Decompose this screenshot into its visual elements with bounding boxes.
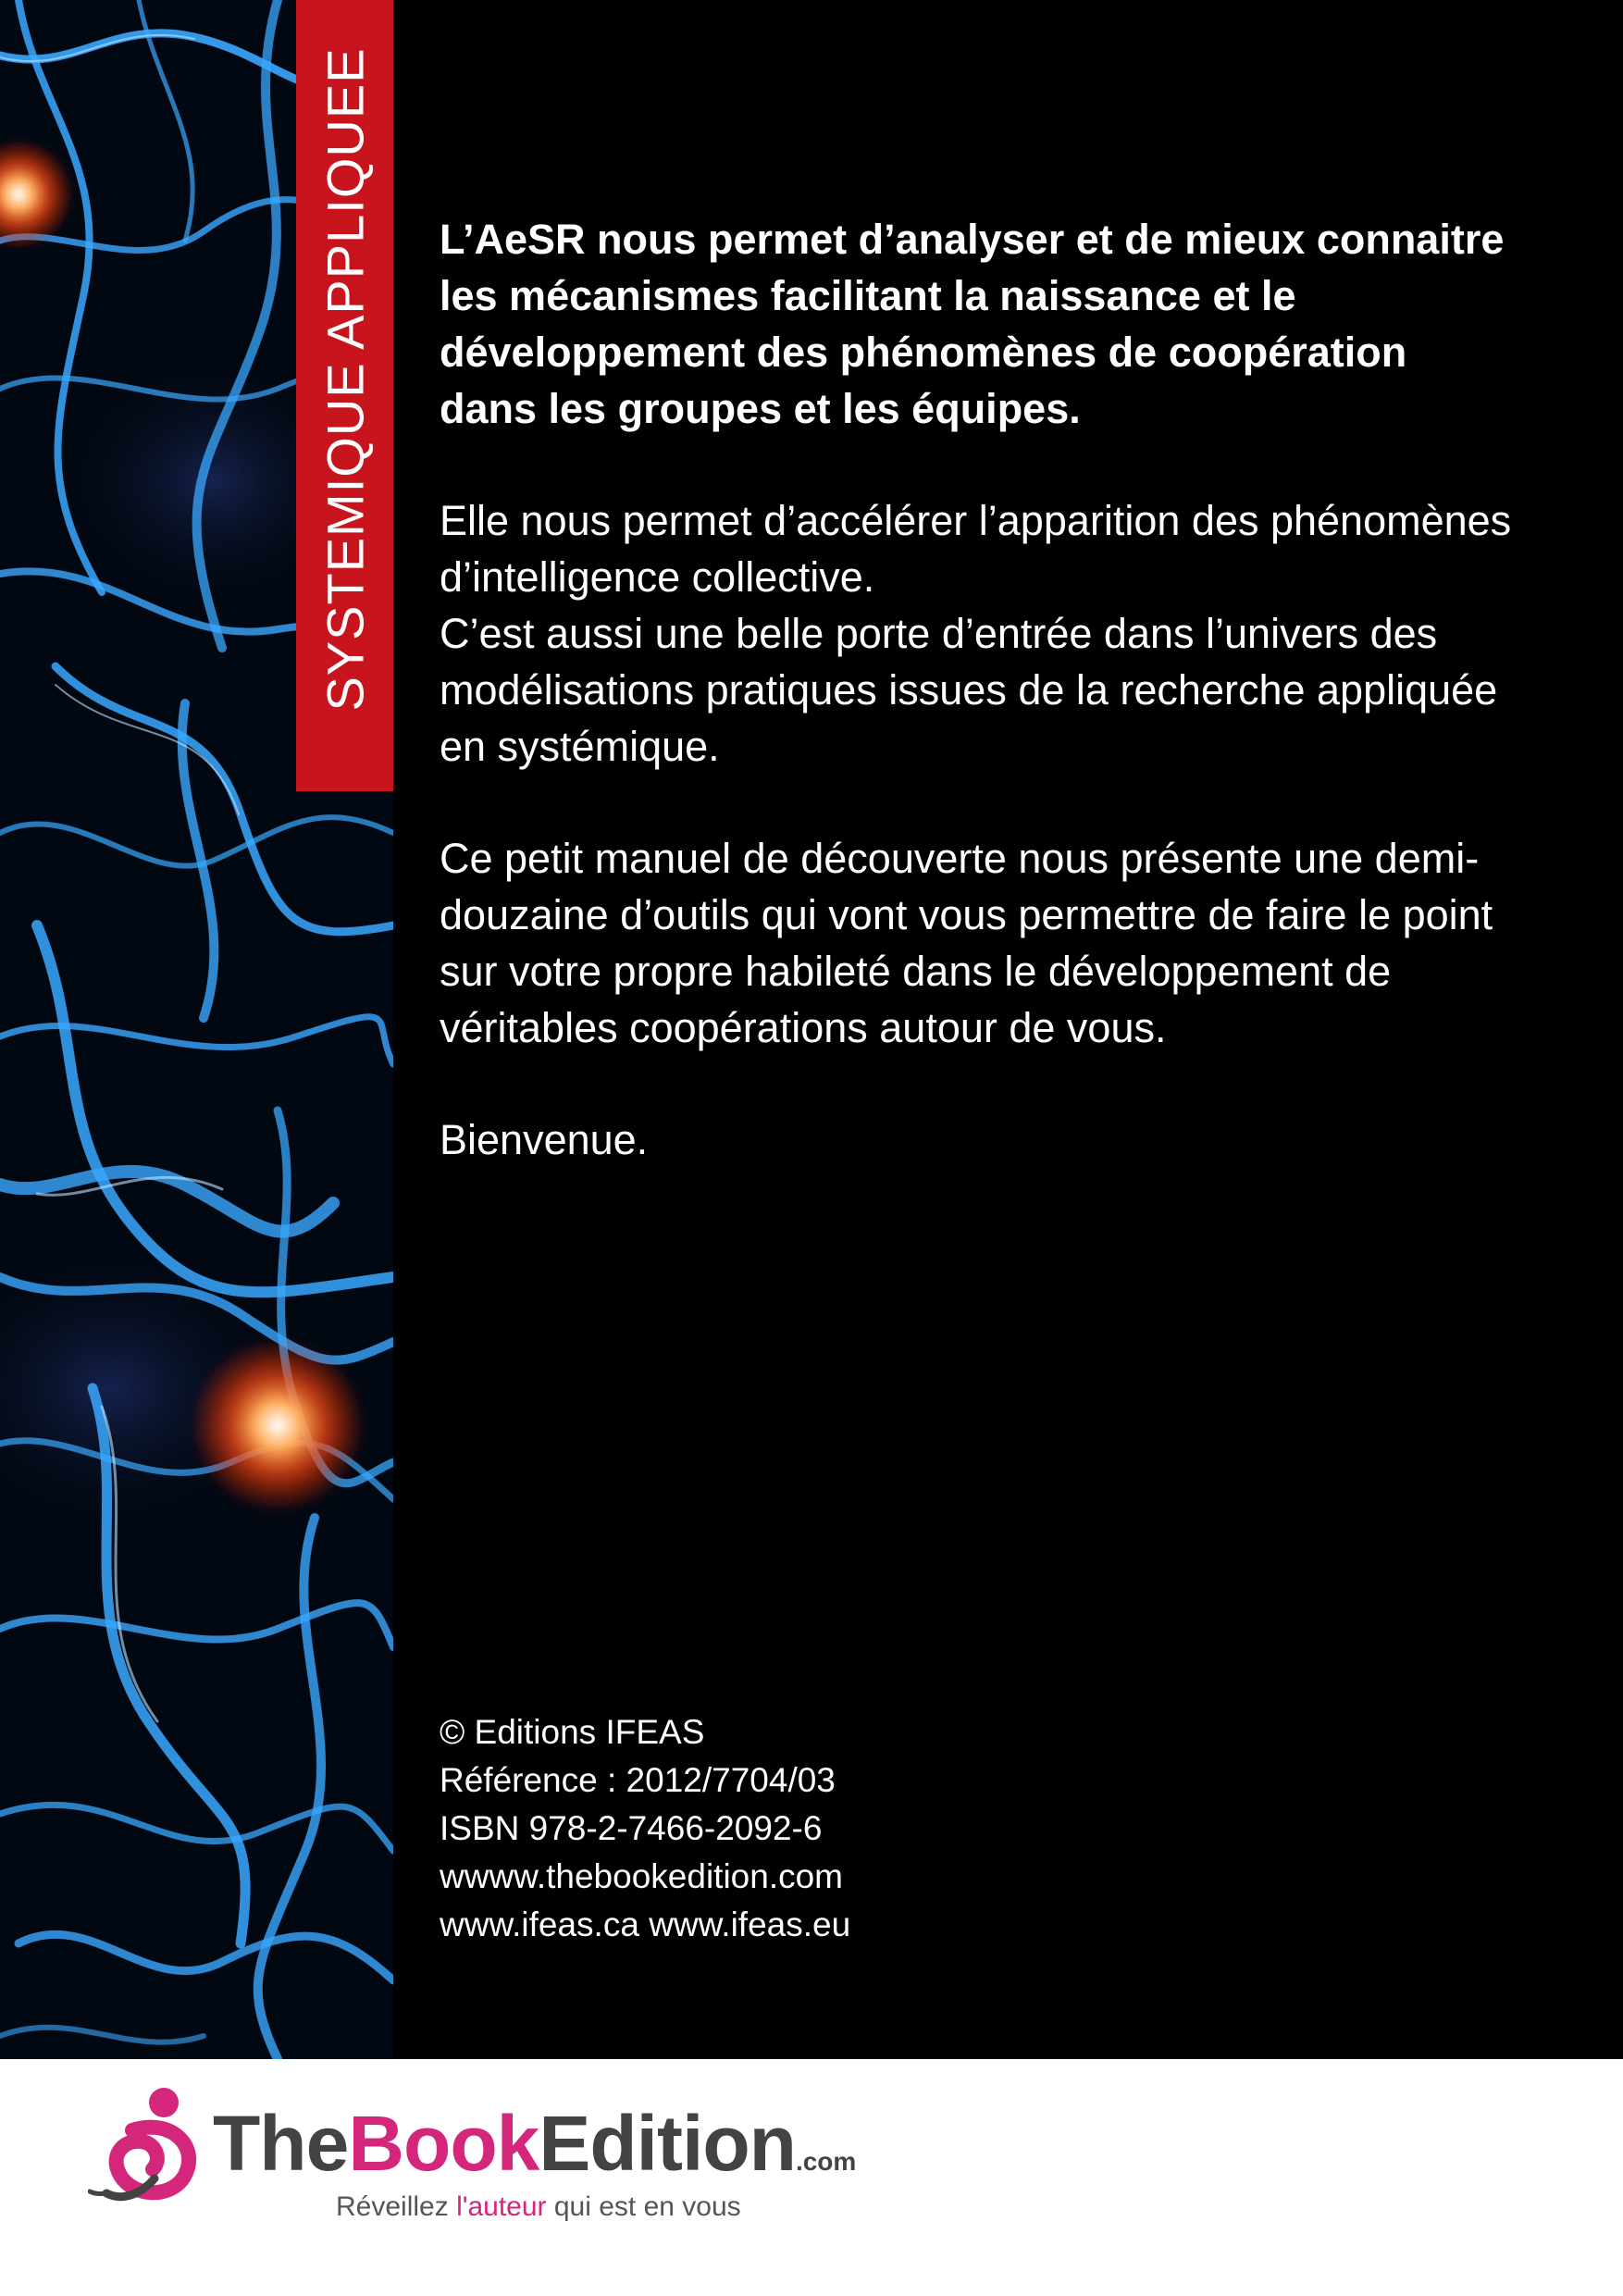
tagline-pre: Réveillez [336,2191,457,2222]
logo-word-book: Book [348,2100,539,2187]
thebookedition-logo [88,2082,921,2230]
neuron-glow [0,139,74,250]
neuron-glow [190,1337,365,1513]
back-cover-text [440,211,1513,1168]
paragraph-collective-intelligence: Elle nous permet d’accélérer l’apparition des phénomènes d’intelligence collective. [440,497,1512,601]
logo-word-the: The [213,2100,349,2187]
reader-figure-icon [88,2082,208,2212]
imprint-block [440,1708,850,1949]
spine-title [296,0,393,791]
paragraph-systemic-research: C’est aussi une belle porte d’entrée dans l’univers des modélisations pratiques issues de la recherche appliquée en systémique. [440,610,1498,770]
spine-title-text: SYSTEMIQUE APPLIQUEE [316,47,374,712]
logo-wordmark [213,2099,856,2189]
paragraph-manual-description: Ce petit manuel de découverte nous présente une demi-douzaine d’outils qui vont vous permettre de faire le point sur votre propre habileté dans le développement de véritables coopérations autour de vous. [440,835,1493,1051]
tagline-post: qui est en vous [546,2191,741,2222]
logo-tagline [336,2191,741,2223]
intro-paragraph: L’AeSR nous permet d’analyser et de mieux connaitre les mécanismes facilitant la naissance et le développement des phénomènes de coopération dans les groupes et les équipes. [440,216,1505,432]
website-thebookedition: wwww.thebookedition.com [440,1857,843,1895]
paragraph-welcome: Bienvenue. [440,1116,649,1163]
isbn-line: ISBN 978-2-7466-2092-6 [440,1809,823,1847]
reference-line: Référence : 2012/7704/03 [440,1761,836,1799]
website-ifeas: www.ifeas.ca www.ifeas.eu [440,1905,851,1943]
tagline-highlight: l'auteur [456,2191,547,2222]
logo-word-edition: Edition [539,2100,796,2187]
publisher-line: © Editions IFEAS [440,1713,705,1751]
logo-word-com: .com [795,2147,857,2176]
